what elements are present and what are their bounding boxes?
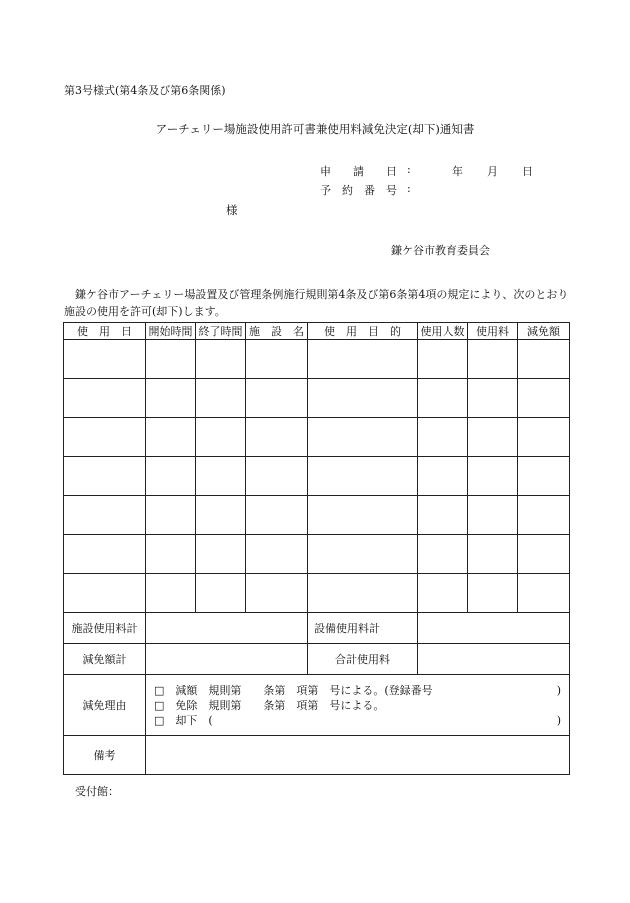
reduction-total-value	[146, 644, 308, 675]
day-label: 日	[522, 165, 533, 178]
table-cell	[468, 418, 518, 457]
facility-fee-total-row	[64, 613, 570, 644]
reduction-reason-label: 減免理由	[64, 675, 146, 736]
equipment-fee-total-label: 設備使用料計	[308, 613, 418, 644]
table-cell	[418, 535, 468, 574]
reason-option-text: □ 減額 規則第 条第 項第 号による。(登録番号	[154, 683, 433, 697]
table-row	[64, 535, 570, 574]
table-cell	[196, 418, 246, 457]
table-cell	[246, 496, 308, 535]
month-label: 月	[487, 165, 498, 178]
table-cell	[146, 340, 196, 379]
remarks-label: 備考	[64, 736, 146, 775]
table-header-row	[64, 323, 570, 340]
table-cell	[308, 457, 418, 496]
grand-total-label: 合計使用料	[308, 644, 418, 675]
table-cell	[196, 535, 246, 574]
reason-option-text: □ 却下 (	[154, 713, 213, 727]
reason-option-reduction	[154, 683, 561, 698]
table-cell	[468, 496, 518, 535]
table-cell	[468, 379, 518, 418]
table-cell	[418, 496, 468, 535]
reduction-total-row	[64, 644, 570, 675]
table-cell	[64, 340, 146, 379]
table-cell	[196, 496, 246, 535]
table-cell	[518, 574, 570, 613]
table-cell	[246, 574, 308, 613]
reason-option-text: □ 免除 規則第 条第 項第 号による。	[154, 698, 385, 712]
table-cell	[518, 379, 570, 418]
table-row	[64, 340, 570, 379]
table-cell	[308, 418, 418, 457]
table-cell	[196, 574, 246, 613]
table-cell	[64, 496, 146, 535]
table-cell	[418, 574, 468, 613]
grand-total-value	[418, 644, 570, 675]
application-date-label: 申 請 日	[320, 165, 397, 178]
header-usage-purpose: 使 用 目 的	[308, 323, 418, 340]
table-cell	[246, 340, 308, 379]
reduction-reason-row	[64, 675, 570, 736]
table-cell	[246, 379, 308, 418]
header-start-time: 開始時間	[146, 323, 196, 340]
table-cell	[518, 535, 570, 574]
reason-option-close: )	[556, 713, 561, 727]
table-row	[64, 496, 570, 535]
table-cell	[146, 574, 196, 613]
application-date-colon: :	[407, 163, 411, 176]
usage-table	[63, 322, 570, 775]
body-text: 鎌ケ谷市アーチェリー場設置及び管理条例施行規則第4条及び第6条第4項の規定により、次のとおり施設の使用を許可(却下)します。	[64, 288, 569, 318]
reason-option-close: )	[556, 683, 561, 697]
table-cell	[196, 457, 246, 496]
reason-option-exemption	[154, 698, 561, 713]
remarks-value	[146, 736, 570, 775]
table-cell	[64, 535, 146, 574]
table-cell	[196, 379, 246, 418]
facility-fee-total-value	[146, 613, 308, 644]
table-cell	[308, 340, 418, 379]
issuer-name: 鎌ケ谷市教育委員会	[391, 244, 490, 257]
table-cell	[418, 418, 468, 457]
year-label: 年	[452, 165, 463, 178]
table-cell	[468, 574, 518, 613]
table-cell	[308, 379, 418, 418]
reason-option-rejection	[154, 713, 561, 728]
header-facility-name: 施 設 名	[246, 323, 308, 340]
header-number-of-users: 使用人数	[418, 323, 468, 340]
reduction-reason-options	[146, 675, 570, 736]
reservation-number-label: 予 約 番 号	[320, 184, 397, 197]
table-cell	[146, 535, 196, 574]
header-usage-date: 使 用 日	[64, 323, 146, 340]
header-reduction-amount: 減免額	[518, 323, 570, 340]
table-cell	[308, 535, 418, 574]
table-row	[64, 418, 570, 457]
table-cell	[146, 496, 196, 535]
table-cell	[518, 457, 570, 496]
table-cell	[418, 340, 468, 379]
reservation-number-colon: :	[407, 182, 411, 195]
table-cell	[146, 457, 196, 496]
table-cell	[468, 340, 518, 379]
table-cell	[146, 379, 196, 418]
table-cell	[518, 496, 570, 535]
table-cell	[64, 457, 146, 496]
table-cell	[468, 535, 518, 574]
table-cell	[418, 379, 468, 418]
reduction-total-label: 減免額計	[64, 644, 146, 675]
table-cell	[196, 340, 246, 379]
table-cell	[246, 457, 308, 496]
table-row	[64, 457, 570, 496]
table-row	[64, 379, 570, 418]
reception-label: 受付館：	[75, 785, 119, 798]
document-title: アーチェリー場施設使用許可書兼使用料減免決定(却下)通知書	[155, 122, 475, 136]
table-cell	[518, 418, 570, 457]
table-cell	[518, 340, 570, 379]
addressee-suffix: 様	[226, 203, 238, 217]
header-end-time: 終了時間	[196, 323, 246, 340]
header-usage-fee: 使用料	[468, 323, 518, 340]
table-cell	[418, 457, 468, 496]
table-cell	[64, 379, 146, 418]
table-cell	[246, 418, 308, 457]
table-cell	[64, 418, 146, 457]
form-number: 第3号様式(第4条及び第6条関係)	[64, 84, 226, 97]
table-cell	[64, 574, 146, 613]
equipment-fee-total-value	[418, 613, 570, 644]
table-cell	[246, 535, 308, 574]
table-cell	[308, 496, 418, 535]
table-cell	[146, 418, 196, 457]
table-row	[64, 574, 570, 613]
table-cell	[468, 457, 518, 496]
remarks-row	[64, 736, 570, 775]
table-cell	[308, 574, 418, 613]
facility-fee-total-label: 施設使用料計	[64, 613, 146, 644]
